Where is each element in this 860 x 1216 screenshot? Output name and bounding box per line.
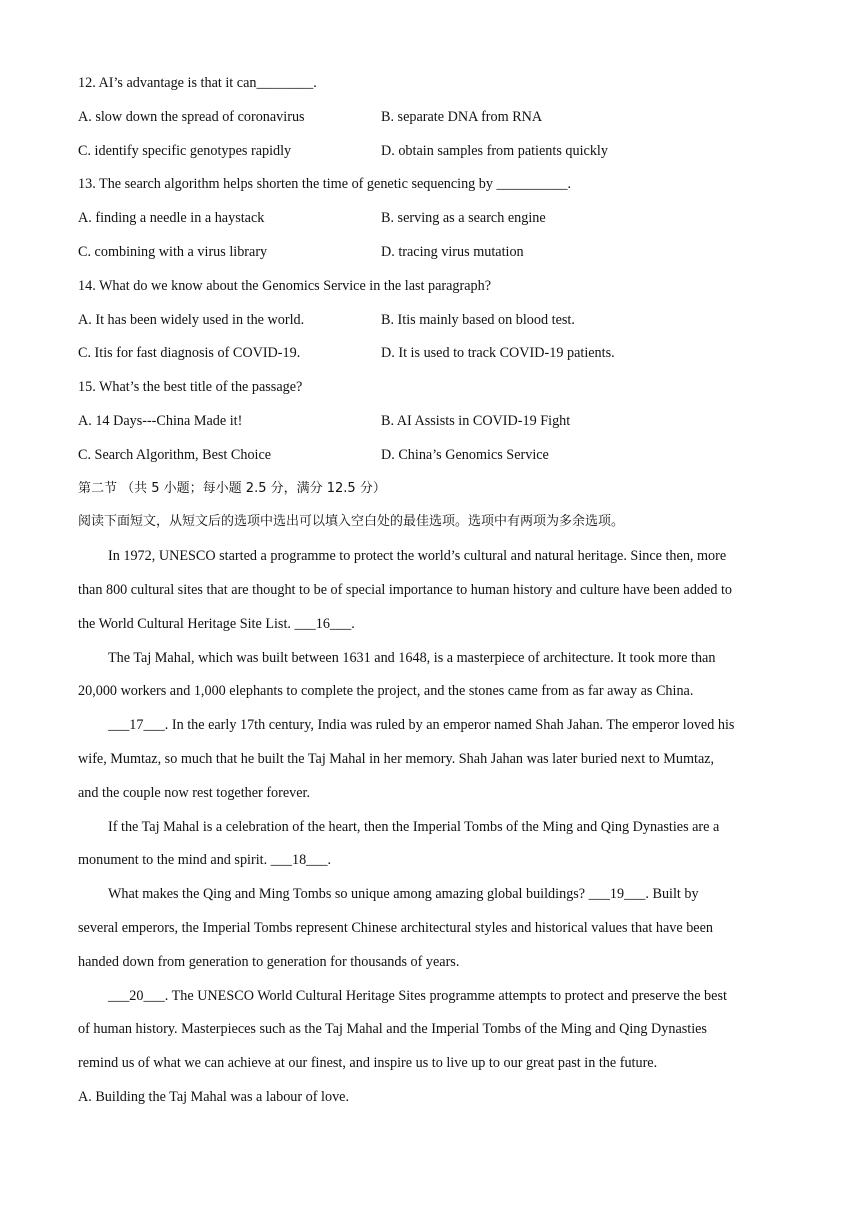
section-instruction: 阅读下面短文，从短文后的选项中选出可以填入空白处的最佳选项。选项中有两项为多余选项。 bbox=[78, 514, 625, 530]
passage-line: The Taj Mahal, which was built between 1631 and 1648, is a masterpiece of architecture. It took more than bbox=[108, 649, 716, 666]
question-stem: 13. The search algorithm helps shorten the time of genetic sequencing by __________. bbox=[78, 176, 572, 193]
option-row bbox=[78, 107, 783, 141]
passage-line: ___20___. The UNESCO World Cultural Heritage Sites programme attempts to protect and preserve the best bbox=[108, 987, 727, 1004]
option: D. tracing virus mutation bbox=[381, 243, 524, 260]
option: C. identify specific genotypes rapidly bbox=[78, 142, 292, 159]
passage-line: the World Cultural Heritage Site List. ___16___. bbox=[78, 615, 355, 632]
option: B. AI Assists in COVID-19 Fight bbox=[381, 412, 571, 429]
option-row bbox=[78, 141, 783, 175]
option: A. It has been widely used in the world. bbox=[78, 311, 305, 328]
passage-line: wife, Mumtaz, so much that he built the Taj Mahal in her memory. Shah Jahan was later buried next to Mumtaz, bbox=[78, 750, 715, 767]
passage-line: several emperors, the Imperial Tombs represent Chinese architectural styles and historical values that have been bbox=[78, 919, 713, 936]
question-stem: 14. What do we know about the Genomics Service in the last paragraph? bbox=[78, 277, 492, 294]
passage-line: In 1972, UNESCO started a programme to protect the world’s cultural and natural heritage. Since then, more bbox=[108, 548, 727, 565]
question-stem: 12. AI’s advantage is that it can________. bbox=[78, 75, 317, 91]
option-row bbox=[78, 310, 783, 344]
option-row bbox=[78, 343, 783, 377]
passage-line: monument to the mind and spirit. ___18___. bbox=[78, 852, 331, 869]
option: A. 14 Days---China Made it! bbox=[78, 412, 243, 429]
option-row bbox=[78, 445, 783, 479]
option: A. finding a needle in a haystack bbox=[78, 210, 265, 227]
passage-line: What makes the Qing and Ming Tombs so unique among amazing global buildings? ___19___. Built by bbox=[108, 886, 699, 903]
option: A. slow down the spread of coronavirus bbox=[78, 108, 305, 125]
section-heading: 第二节 （共 5 小题；每小题 2.5 分，满分 12.5 分） bbox=[78, 480, 386, 496]
option: B. serving as a search engine bbox=[381, 210, 546, 227]
question-stem: 15. What’s the best title of the passage? bbox=[78, 379, 303, 396]
option: C. Itis for fast diagnosis of COVID-19. bbox=[78, 345, 301, 362]
passage-line: and the couple now rest together forever. bbox=[78, 784, 311, 801]
option: D. China’s Genomics Service bbox=[381, 446, 549, 463]
passage-line: remind us of what we can achieve at our finest, and inspire us to live up to our great past in the future. bbox=[78, 1055, 658, 1072]
option-row bbox=[78, 411, 783, 445]
passage-line: than 800 cultural sites that are thought to be of special importance to human history and culture have been added to bbox=[78, 581, 733, 598]
option-row bbox=[78, 208, 783, 242]
option: B. separate DNA from RNA bbox=[381, 108, 543, 125]
option: C. Search Algorithm, Best Choice bbox=[78, 446, 272, 463]
answer-option: A. Building the Taj Mahal was a labour of love. bbox=[78, 1088, 350, 1105]
passage-line: 20,000 workers and 1,000 elephants to complete the project, and the stones came from as far away as China. bbox=[78, 683, 694, 700]
option: D. obtain samples from patients quickly bbox=[381, 142, 608, 159]
passage-line: If the Taj Mahal is a celebration of the heart, then the Imperial Tombs of the Ming and Qing Dynasties are a bbox=[108, 818, 720, 835]
option: C. combining with a virus library bbox=[78, 243, 268, 260]
passage-line: handed down from generation to generation for thousands of years. bbox=[78, 953, 460, 970]
option-row bbox=[78, 242, 783, 276]
passage-line: ___17___. In the early 17th century, India was ruled by an emperor named Shah Jahan. The emperor loved his bbox=[108, 717, 735, 734]
passage-line: of human history. Masterpieces such as the Taj Mahal and the Imperial Tombs of the Ming and Qing Dynasties bbox=[78, 1021, 707, 1038]
option: D. It is used to track COVID-19 patients. bbox=[381, 345, 615, 362]
exam-page bbox=[78, 73, 783, 1121]
option: B. Itis mainly based on blood test. bbox=[381, 311, 575, 328]
